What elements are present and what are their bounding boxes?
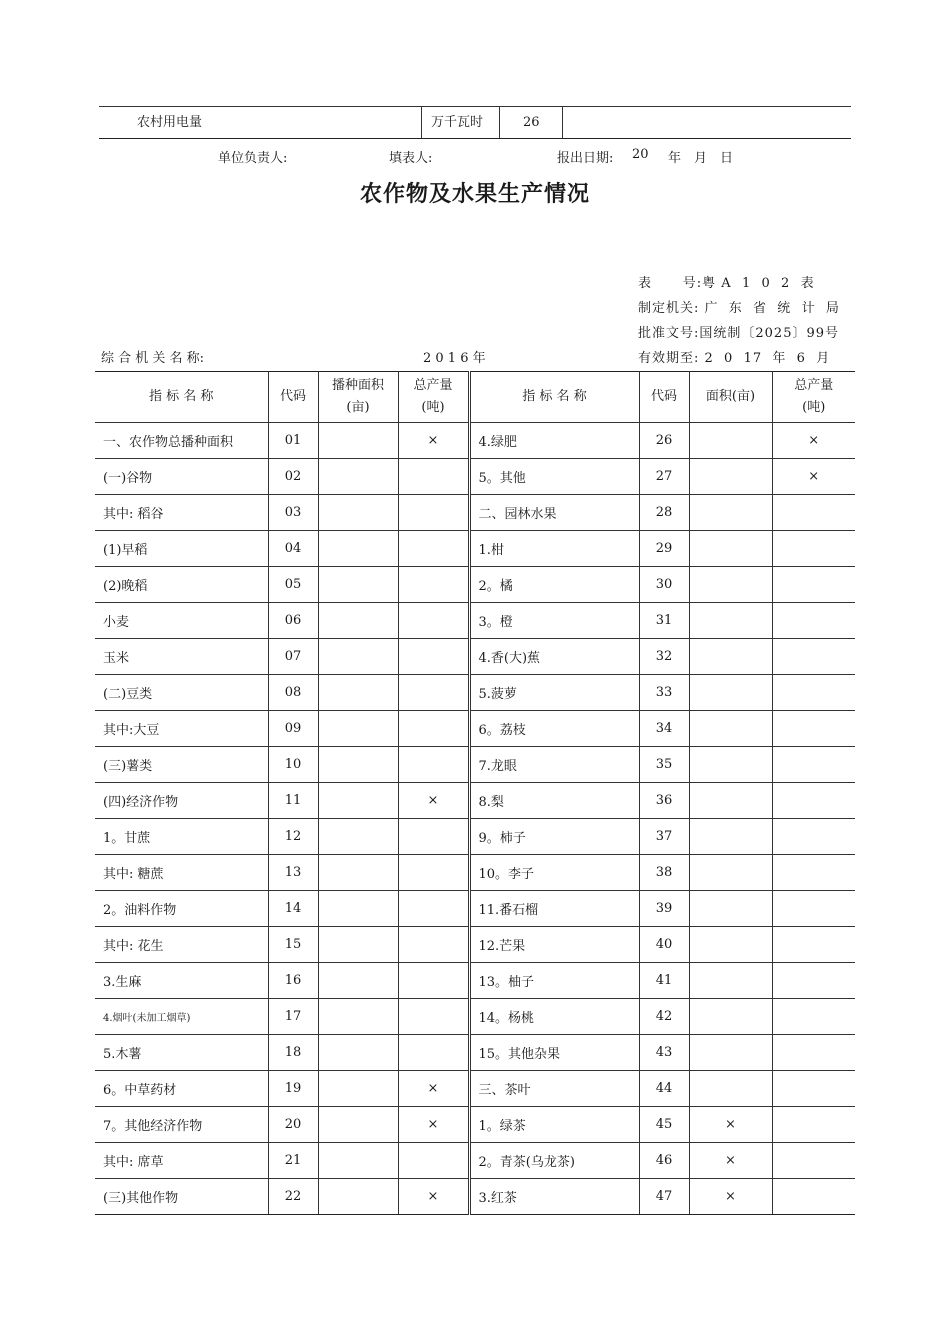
row-left-area-input[interactable] [318,459,398,495]
row-right-code: 32 [639,639,689,675]
table-row [95,747,855,783]
header-left-prod-line2: (吨) [421,400,445,415]
row-left-code: 10 [268,747,318,783]
row-right-name: 6。荔枝 [469,711,639,747]
row-right-name: 9。柿子 [469,819,639,855]
report-date-label: 报出日期: [557,151,614,166]
table-row [95,855,855,891]
row-left-production-input[interactable] [398,1143,469,1179]
row-right-production-input[interactable] [772,495,855,531]
row-right-production-input[interactable] [772,927,855,963]
approval-number: 批准文号:国统制〔2025〕99号 [638,326,840,341]
row-right-production-input[interactable] [772,963,855,999]
row-left-name: 5.木薯 [95,1035,268,1071]
row-left-production-input[interactable] [398,927,469,963]
row-right-production-input[interactable] [772,711,855,747]
header-right-prod-line2: (吨) [802,400,826,415]
row-left-code: 01 [268,423,318,459]
row-right-area-input[interactable] [689,423,772,459]
org-name-label: 综 合 机 关 名 称: [101,351,205,366]
row-left-name: 其中:大豆 [95,711,268,747]
row-right-code: 44 [639,1071,689,1107]
header-left-area-line1: 播种面积 [331,378,384,393]
row-left-area-input[interactable] [318,999,398,1035]
row-left-area-input[interactable] [318,819,398,855]
row-right-name: 4.绿肥 [469,423,639,459]
row-right-area-input[interactable]: × [689,1179,772,1215]
row-left-production-input[interactable]: × [398,1179,469,1215]
row-left-code: 19 [268,1071,318,1107]
row-left-area-input[interactable] [318,963,398,999]
row-left-production-input[interactable] [398,855,469,891]
row-left-code: 16 [268,963,318,999]
header-left-production [398,372,469,423]
row-left-name: (四)经济作物 [95,783,268,819]
row-left-area-input[interactable] [318,675,398,711]
valid-until: 有效期至: 2 0 17 年 6 月 [638,351,831,366]
row-right-area-input[interactable] [689,963,772,999]
row-right-name: 3.红茶 [469,1179,639,1215]
row-left-code: 03 [268,495,318,531]
table-row [95,891,855,927]
table-row [95,783,855,819]
row-left-production-input[interactable] [398,711,469,747]
table-row [95,819,855,855]
row-left-area-input[interactable] [318,423,398,459]
report-date-year: 年 [668,151,682,166]
row-left-area-input[interactable] [318,855,398,891]
row-left-code: 17 [268,999,318,1035]
row-right-name: 2。青茶(乌龙茶) [469,1143,639,1179]
row-right-area-input[interactable] [689,747,772,783]
header-right-name: 指 标 名 称 [469,372,639,423]
row-right-name: 三、茶叶 [469,1071,639,1107]
row-right-production-input[interactable] [772,639,855,675]
row-right-area-input[interactable] [689,675,772,711]
row-left-area-input[interactable] [318,1179,398,1215]
row-left-name: (一)谷物 [95,459,268,495]
row-left-area-input[interactable] [318,891,398,927]
row-right-name: 14。杨桃 [469,999,639,1035]
row-right-code: 38 [639,855,689,891]
row-left-production-input[interactable] [398,639,469,675]
row-left-name: 6。中草药材 [95,1071,268,1107]
table-row [95,1107,855,1143]
row-left-production-input[interactable] [398,567,469,603]
row-right-area-input[interactable] [689,567,772,603]
row-right-name: 1.柑 [469,531,639,567]
row-right-code: 35 [639,747,689,783]
row-left-name: 其中: 席草 [95,1143,268,1179]
row-right-name: 2。橘 [469,567,639,603]
table-row [95,1035,855,1071]
row-right-area-input[interactable] [689,531,772,567]
row-left-code: 07 [268,639,318,675]
row-left-production-input[interactable] [398,999,469,1035]
report-date-value: 20 [632,147,649,162]
table-body [95,423,855,1215]
row-left-name: (二)豆类 [95,675,268,711]
header-left-area [318,372,398,423]
electricity-code: 26 [523,115,540,130]
row-left-name: (1)早稻 [95,531,268,567]
row-left-production-input[interactable] [398,495,469,531]
row-right-production-input[interactable] [772,819,855,855]
row-left-code: 11 [268,783,318,819]
row-right-name: 7.龙眼 [469,747,639,783]
row-right-code: 31 [639,603,689,639]
row-left-name: (三)其他作物 [95,1179,268,1215]
row-left-production-input[interactable] [398,531,469,567]
row-left-name: (2)晚稻 [95,567,268,603]
row-left-code: 22 [268,1179,318,1215]
row-right-area-input[interactable] [689,711,772,747]
header-right-prod-line1: 总产量 [794,378,834,393]
table-row [95,675,855,711]
row-left-code: 14 [268,891,318,927]
row-left-production-input[interactable] [398,1035,469,1071]
row-left-code: 02 [268,459,318,495]
table-header-row [95,372,855,423]
row-left-production-input[interactable]: × [398,783,469,819]
row-left-name: 玉米 [95,639,268,675]
row-right-production-input[interactable] [772,531,855,567]
row-left-production-input[interactable] [398,675,469,711]
row-left-area-input[interactable] [318,783,398,819]
row-right-production-input[interactable]: × [772,459,855,495]
row-right-code: 45 [639,1107,689,1143]
row-left-name: 其中: 稻谷 [95,495,268,531]
row-left-production-input[interactable] [398,963,469,999]
row-right-code: 27 [639,459,689,495]
row-left-code: 18 [268,1035,318,1071]
row-left-name: 1。甘蔗 [95,819,268,855]
row-right-area-input[interactable] [689,783,772,819]
table-row [95,927,855,963]
row-right-name: 10。李子 [469,855,639,891]
divider [421,107,422,138]
row-right-area-input[interactable] [689,639,772,675]
row-right-name: 15。其他杂果 [469,1035,639,1071]
row-right-area-input[interactable] [689,819,772,855]
row-left-production-input[interactable] [398,891,469,927]
row-right-code: 46 [639,1143,689,1179]
row-left-area-input[interactable] [318,711,398,747]
crop-production-table [95,371,855,1215]
table-row [95,531,855,567]
row-left-area-input[interactable] [318,1107,398,1143]
row-left-name: 其中: 花生 [95,927,268,963]
row-left-area-input[interactable] [318,531,398,567]
row-right-area-input[interactable]: × [689,1107,772,1143]
row-left-code: 21 [268,1143,318,1179]
row-right-production-input[interactable] [772,1035,855,1071]
row-left-area-input[interactable] [318,567,398,603]
row-left-production-input[interactable] [398,819,469,855]
row-left-name: 4.烟叶(未加工烟草) [95,999,268,1035]
report-date-day: 日 [720,151,734,166]
row-right-production-input[interactable] [772,891,855,927]
row-left-production-input[interactable]: × [398,1107,469,1143]
header-left-name: 指 标 名 称 [95,372,268,423]
table-row [95,423,855,459]
row-right-production-input[interactable] [772,603,855,639]
row-right-production-input[interactable] [772,567,855,603]
row-right-code: 42 [639,999,689,1035]
row-right-code: 43 [639,1035,689,1071]
row-right-name: 1。绿茶 [469,1107,639,1143]
row-left-name: 小麦 [95,603,268,639]
row-left-code: 15 [268,927,318,963]
row-right-name: 3。橙 [469,603,639,639]
row-left-area-input[interactable] [318,927,398,963]
row-right-area-input[interactable] [689,603,772,639]
table-row [95,495,855,531]
header-right-code: 代码 [639,372,689,423]
row-right-code: 47 [639,1179,689,1215]
row-right-production-input[interactable] [772,1107,855,1143]
header-left-area-line2: (亩) [346,400,370,415]
header-right-production [772,372,855,423]
table-row [95,459,855,495]
row-left-area-input[interactable] [318,1071,398,1107]
table-row [95,639,855,675]
report-year: 2 0 1 6 年 [423,351,486,366]
row-left-production-input[interactable] [398,459,469,495]
row-right-production-input[interactable] [772,855,855,891]
row-right-name: 13。柚子 [469,963,639,999]
page-title: 农作物及水果生产情况 [359,181,590,207]
row-right-name: 二、园林水果 [469,495,639,531]
table-row [95,567,855,603]
row-left-name: 2。油料作物 [95,891,268,927]
row-right-area-input[interactable] [689,999,772,1035]
row-right-production-input[interactable] [772,675,855,711]
electricity-unit: 万千瓦时 [431,115,484,130]
row-right-code: 37 [639,819,689,855]
row-left-code: 09 [268,711,318,747]
row-left-area-input[interactable] [318,1143,398,1179]
divider [562,107,563,138]
row-right-code: 33 [639,675,689,711]
row-left-code: 20 [268,1107,318,1143]
header-right-area: 面积(亩) [689,372,772,423]
row-left-code: 05 [268,567,318,603]
row-left-code: 04 [268,531,318,567]
row-right-code: 40 [639,927,689,963]
report-date-month: 月 [694,151,708,166]
row-right-area-input[interactable] [689,855,772,891]
row-left-code: 06 [268,603,318,639]
row-right-production-input[interactable]: × [772,423,855,459]
row-left-area-input[interactable] [318,747,398,783]
row-right-area-input[interactable] [689,495,772,531]
row-left-production-input[interactable]: × [398,423,469,459]
row-right-name: 5。其他 [469,459,639,495]
row-right-area-input[interactable]: × [689,1143,772,1179]
row-left-production-input[interactable] [398,603,469,639]
row-left-production-input[interactable] [398,747,469,783]
table-row [95,603,855,639]
row-right-name: 8.梨 [469,783,639,819]
table-row [95,999,855,1035]
row-right-production-input[interactable] [772,1143,855,1179]
electricity-row [99,106,851,139]
row-right-code: 26 [639,423,689,459]
row-left-name: 一、农作物总播种面积 [95,423,268,459]
header-left-code: 代码 [268,372,318,423]
table-row [95,711,855,747]
row-left-area-input[interactable] [318,1035,398,1071]
row-right-name: 11.番石榴 [469,891,639,927]
row-right-production-input[interactable] [772,999,855,1035]
unit-head-label: 单位负责人: [218,151,288,166]
row-right-code: 30 [639,567,689,603]
row-right-name: 12.芒果 [469,927,639,963]
row-right-code: 41 [639,963,689,999]
row-left-code: 12 [268,819,318,855]
row-left-area-input[interactable] [318,639,398,675]
row-left-code: 08 [268,675,318,711]
row-right-area-input[interactable] [689,927,772,963]
row-right-production-input[interactable] [772,783,855,819]
row-right-area-input[interactable] [689,1071,772,1107]
table-row [95,1179,855,1215]
row-left-name: 3.生麻 [95,963,268,999]
row-right-production-input[interactable] [772,1179,855,1215]
filler-label: 填表人: [389,151,433,166]
row-right-code: 29 [639,531,689,567]
row-left-area-input[interactable] [318,603,398,639]
table-row [95,963,855,999]
row-left-code: 13 [268,855,318,891]
row-right-area-input[interactable] [689,1035,772,1071]
table-row [95,1143,855,1179]
row-left-name: 其中: 糖蔗 [95,855,268,891]
row-right-production-input[interactable] [772,1071,855,1107]
row-right-code: 36 [639,783,689,819]
row-right-code: 34 [639,711,689,747]
table-row [95,1071,855,1107]
row-right-code: 28 [639,495,689,531]
row-right-name: 4.香(大)蕉 [469,639,639,675]
authority: 制定机关: 广 东 省 统 计 局 [638,301,840,316]
row-right-area-input[interactable] [689,891,772,927]
row-right-area-input[interactable] [689,459,772,495]
header-left-prod-line1: 总产量 [413,378,453,393]
row-left-name: (三)薯类 [95,747,268,783]
row-left-name: 7。其他经济作物 [95,1107,268,1143]
row-right-production-input[interactable] [772,747,855,783]
electricity-label: 农村用电量 [137,115,203,130]
divider [499,107,500,138]
row-left-production-input[interactable]: × [398,1071,469,1107]
table-number: 表 号:粤 A 1 0 2 表 [638,276,815,291]
row-right-name: 5.菠萝 [469,675,639,711]
row-right-code: 39 [639,891,689,927]
row-left-area-input[interactable] [318,495,398,531]
